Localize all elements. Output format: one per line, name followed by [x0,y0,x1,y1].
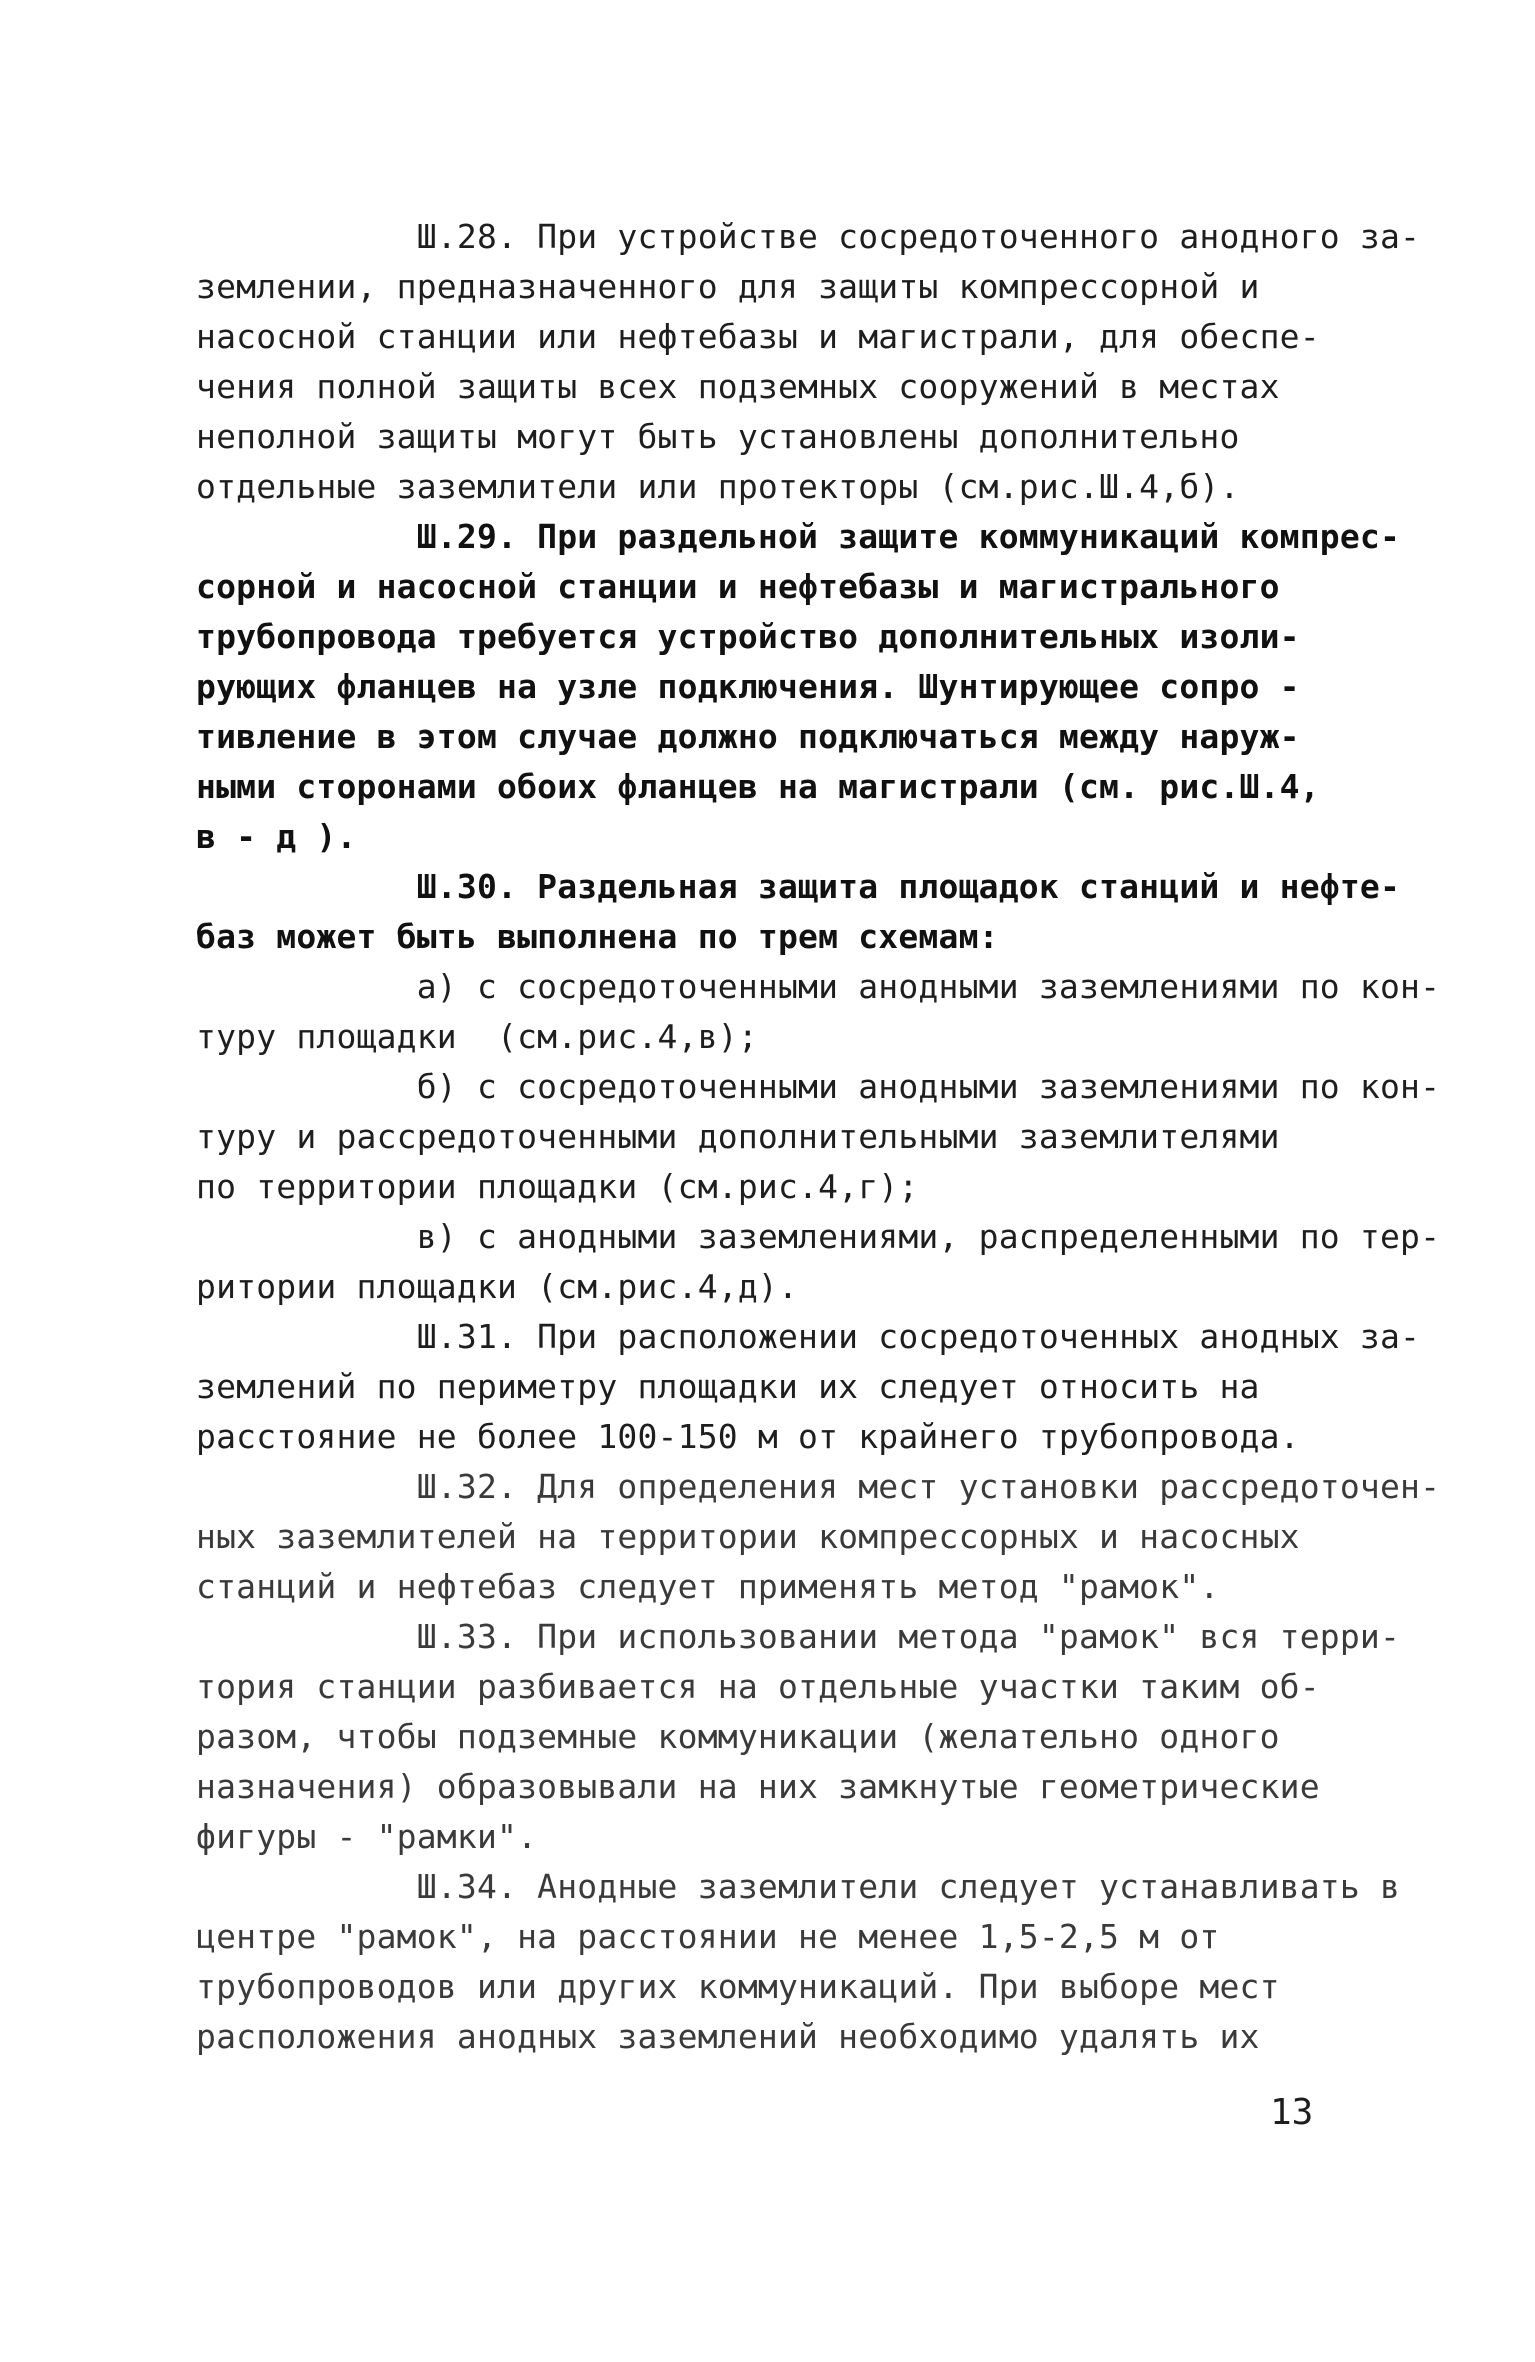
text-line: б) с сосредоточенными анодными заземлениями по кон- [196,1067,1441,1106]
text-line: отдельные заземлители или протекторы (см.рис.Ш.4,б). [196,467,1240,506]
text-line: расположения анодных заземлений необходимо удалять их [196,2017,1260,2056]
text-line: землении, предназначенного для защиты компрессорной и [196,267,1260,306]
text-line: туру и рассредоточенными дополнительными заземлителями [196,1117,1280,1156]
text-line: Ш.32. Для определения мест установки рассредоточен- [196,1467,1441,1506]
text-line: фигуры - "рамки". [196,1817,538,1856]
text-line: Ш.34. Анодные заземлители следует устанавливать в [196,1867,1401,1906]
text-line: ритории площадки (см.рис.4,д). [196,1267,799,1306]
text-line: сорной и насосной станции и нефтебазы и магистрального [196,567,1280,606]
page-number: 13 [1270,2092,1314,2133]
text-line: неполной защиты могут быть установлены дополнительно [196,417,1240,456]
text-line: станций и нефтебаз следует применять метод "рамок". [196,1567,1220,1606]
text-line: в - д ). [196,817,357,856]
text-line: разом, чтобы подземные коммуникации (желательно одного [196,1717,1280,1756]
text-line: Ш.28. При устройстве сосредоточенного анодного за- [196,217,1421,256]
text-line: Ш.31. При расположении сосредоточенных анодных за- [196,1317,1421,1356]
text-line: Ш.30. Раздельная защита площадок станций и нефте- [196,867,1401,906]
text-line: туру площадки (см.рис.4,в); [196,1017,758,1056]
text-line: землений по периметру площадки их следует относить на [196,1367,1260,1406]
text-line: рующих фланцев на узле подключения. Шунтирующее сопро - [196,667,1300,706]
text-line: назначения) образовывали на них замкнутые геометрические [196,1767,1320,1806]
text-line: расстояние не более 100-150 м от крайнего трубопровода. [196,1417,1300,1456]
text-line: трубопроводов или других коммуникаций. При выборе мест [196,1967,1280,2006]
text-line: чения полной защиты всех подземных сооружений в местах [196,367,1280,406]
text-line: центре "рамок", на расстоянии не менее 1,5-2,5 м от [196,1917,1220,1956]
text-line: Ш.33. При использовании метода "рамок" вся терри- [196,1617,1401,1656]
text-line: баз может быть выполнена по трем схемам: [196,917,999,956]
text-line: трубопровода требуется устройство дополнительных изоли- [196,617,1300,656]
text-line: насосной станции или нефтебазы и магистрали, для обеспе- [196,317,1320,356]
text-line: тория станции разбивается на отдельные участки таким об- [196,1667,1320,1706]
text-line: ных заземлителей на территории компрессорных и насосных [196,1517,1300,1556]
text-line: Ш.29. При раздельной защите коммуникаций компрес- [196,517,1401,556]
text-line: тивление в этом случае должно подключаться между наруж- [196,717,1300,756]
text-line: по территории площадки (см.рис.4,г); [196,1167,919,1206]
text-line: ными сторонами обоих фланцев на магистрали (см. рис.Ш.4, [196,767,1320,806]
text-line: в) с анодными заземлениями, распределенными по тер- [196,1217,1441,1256]
body-text [196,212,1441,2062]
text-line: а) с сосредоточенными анодными заземлениями по кон- [196,967,1441,1006]
